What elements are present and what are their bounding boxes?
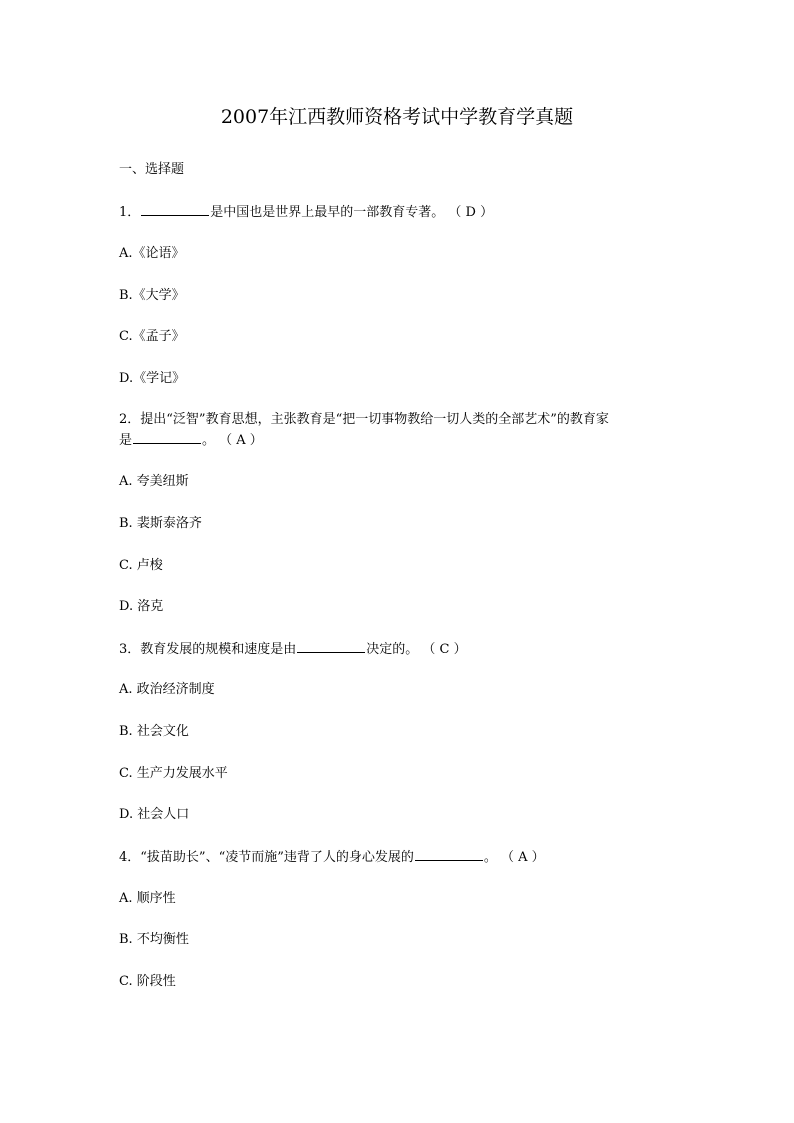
question-text: 是	[119, 433, 133, 448]
question-1-option-a: A.《论语》	[119, 246, 185, 261]
question-2-option-d: D. 洛克	[119, 599, 164, 614]
answer-blank	[415, 847, 483, 861]
question-3-option-c: C. 生产力发展水平	[119, 766, 228, 781]
question-text: 。 （ A ）	[202, 433, 263, 448]
question-text: 教育发展的规模和速度是由	[140, 642, 297, 657]
answer-blank	[141, 202, 209, 216]
question-number: 1．	[119, 205, 141, 220]
question-text: 决定的。 （ C ）	[366, 642, 467, 657]
question-4-option-a: A. 顺序性	[119, 891, 176, 906]
question-1-option-d: D.《学记》	[119, 371, 186, 386]
question-1-option-b: B.《大学》	[119, 288, 185, 303]
question-1	[119, 202, 679, 223]
answer-blank	[297, 639, 365, 653]
answer-blank	[133, 430, 201, 444]
question-4-option-b: B. 不均衡性	[119, 932, 189, 947]
question-text: “拔苗助长”、“凌节而施”违背了人的身心发展的	[140, 850, 414, 865]
question-2	[119, 410, 679, 430]
question-number: 2．	[119, 412, 141, 427]
question-text: 。 （ A ）	[483, 850, 545, 865]
question-3-option-d: D. 社会人口	[119, 807, 190, 822]
question-2-option-b: B. 裴斯泰洛齐	[119, 516, 202, 531]
question-2-continued	[119, 430, 679, 451]
question-text: 是中国也是世界上最早的一部教育专著。 （ D ）	[210, 205, 494, 220]
question-3-option-a: A. 政治经济制度	[119, 682, 215, 697]
question-1-option-c: C.《孟子》	[119, 329, 185, 344]
question-text: 提出“泛智”教育思想，主张教育是“把一切事物教给一切人类的全部艺术”的教育家	[140, 412, 609, 427]
section-heading: 一、选择题	[119, 162, 185, 177]
question-3	[119, 639, 679, 660]
question-number: 3．	[119, 642, 141, 657]
question-number: 4．	[119, 850, 141, 865]
question-3-option-b: B. 社会文化	[119, 724, 189, 739]
question-2-option-c: C. 卢梭	[119, 558, 163, 573]
document-title: 2007年江西教师资格考试中学教育学真题	[220, 106, 574, 128]
question-4-option-c: C. 阶段性	[119, 974, 176, 989]
question-4	[119, 847, 679, 868]
question-2-option-a: A. 夸美纽斯	[119, 474, 189, 489]
